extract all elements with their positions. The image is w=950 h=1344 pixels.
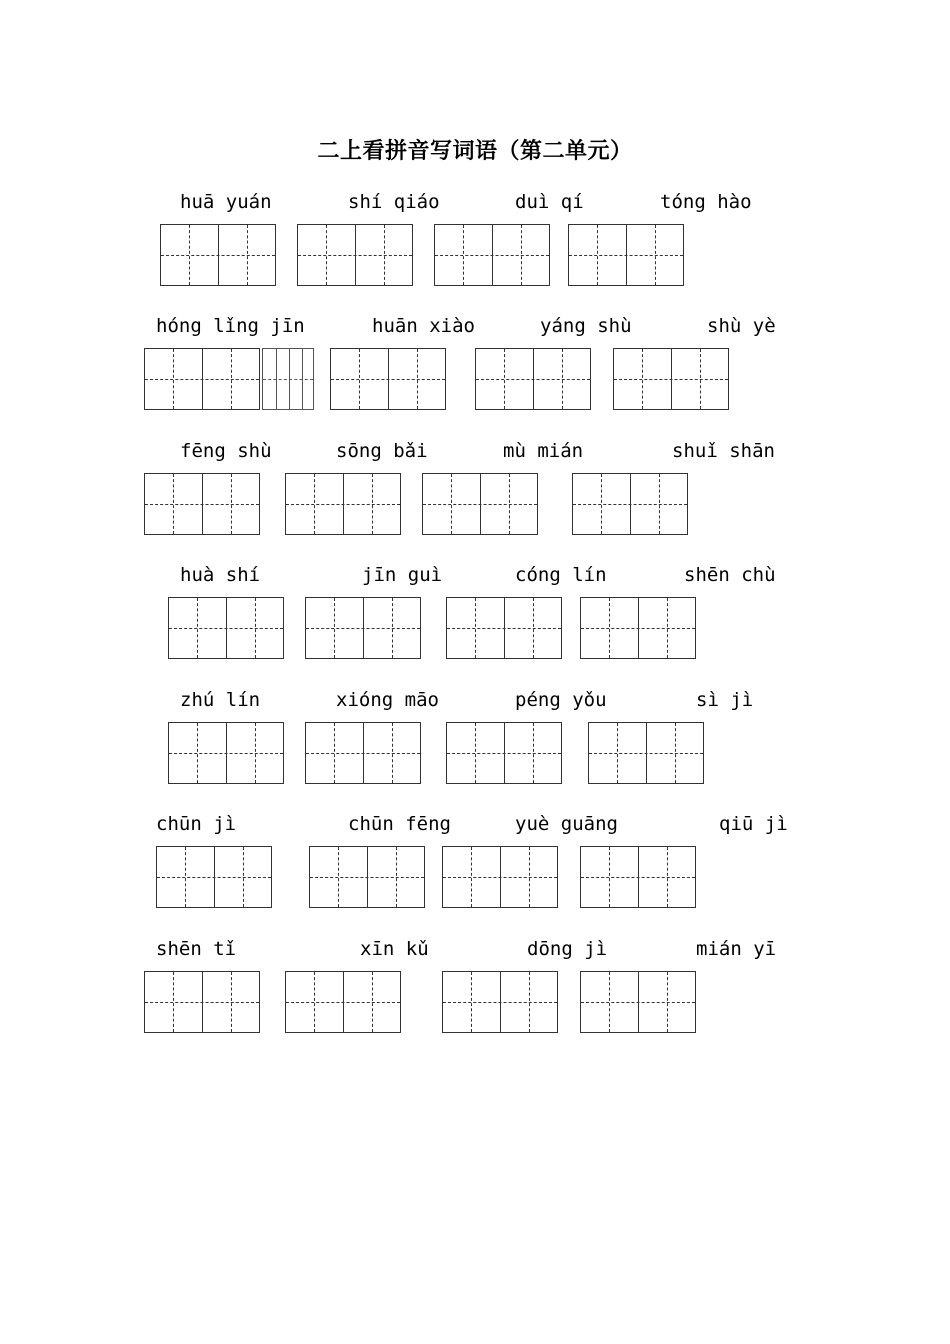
writing-grid[interactable] <box>446 722 562 784</box>
writing-grid[interactable] <box>144 348 260 410</box>
pinyin-prompt: péng yǒu <box>515 689 607 711</box>
writing-grid[interactable] <box>305 722 421 784</box>
writing-grid[interactable] <box>330 348 446 410</box>
writing-grid[interactable] <box>168 597 284 659</box>
writing-grid[interactable] <box>144 971 260 1033</box>
pinyin-prompt: qiū jì <box>719 813 788 835</box>
writing-grid-extra[interactable] <box>262 348 314 410</box>
pinyin-prompt: huā yuán <box>180 191 272 213</box>
pinyin-prompt: shù yè <box>707 315 776 337</box>
writing-grid[interactable] <box>588 722 704 784</box>
writing-grid[interactable] <box>168 722 284 784</box>
writing-grid[interactable] <box>580 846 696 908</box>
writing-grid[interactable] <box>568 224 684 286</box>
writing-grid[interactable] <box>613 348 729 410</box>
pinyin-prompt: chūn jì <box>156 813 237 835</box>
writing-grid[interactable] <box>422 473 538 535</box>
writing-grid[interactable] <box>144 473 260 535</box>
writing-grid[interactable] <box>285 473 401 535</box>
writing-grid[interactable] <box>285 971 401 1033</box>
writing-grid[interactable] <box>446 597 562 659</box>
pinyin-prompt: dōng jì <box>527 938 608 960</box>
writing-grid[interactable] <box>434 224 550 286</box>
writing-grid[interactable] <box>572 473 688 535</box>
pinyin-prompt: huān xiào <box>372 315 475 337</box>
writing-grid[interactable] <box>305 597 421 659</box>
pinyin-prompt: yáng shù <box>540 315 632 337</box>
pinyin-prompt: shēn tǐ <box>156 938 237 960</box>
pinyin-prompt: xīn kǔ <box>360 938 429 960</box>
pinyin-prompt: sì jì <box>696 689 754 711</box>
pinyin-prompt: tóng hào <box>660 191 752 213</box>
writing-grid[interactable] <box>442 971 558 1033</box>
pinyin-prompt: yuè guāng <box>515 813 618 835</box>
pinyin-prompt: cóng lín <box>515 564 607 586</box>
writing-grid[interactable] <box>309 846 425 908</box>
writing-grid[interactable] <box>297 224 413 286</box>
writing-grid[interactable] <box>442 846 558 908</box>
pinyin-prompt: mù mián <box>503 440 584 462</box>
pinyin-prompt: huà shí <box>180 564 261 586</box>
pinyin-prompt: hóng lǐng jīn <box>156 315 305 337</box>
pinyin-prompt: mián yī <box>696 938 777 960</box>
writing-grid[interactable] <box>475 348 591 410</box>
pinyin-prompt: sōng bǎi <box>336 440 428 462</box>
writing-grid[interactable] <box>580 597 696 659</box>
pinyin-prompt: chūn fēng <box>348 813 451 835</box>
pinyin-prompt: shēn chù <box>684 564 776 586</box>
pinyin-prompt: zhú lín <box>180 689 261 711</box>
pinyin-prompt: duì qí <box>515 191 584 213</box>
pinyin-prompt: fēng shù <box>180 440 272 462</box>
writing-grid[interactable] <box>580 971 696 1033</box>
pinyin-prompt: shuǐ shān <box>672 440 775 462</box>
pinyin-prompt: xióng māo <box>336 689 439 711</box>
page-title: 二上看拼音写词语（第二单元） <box>317 138 633 164</box>
writing-grid[interactable] <box>160 224 276 286</box>
pinyin-prompt: jīn guì <box>362 564 443 586</box>
pinyin-prompt: shí qiáo <box>348 191 440 213</box>
writing-grid[interactable] <box>156 846 272 908</box>
